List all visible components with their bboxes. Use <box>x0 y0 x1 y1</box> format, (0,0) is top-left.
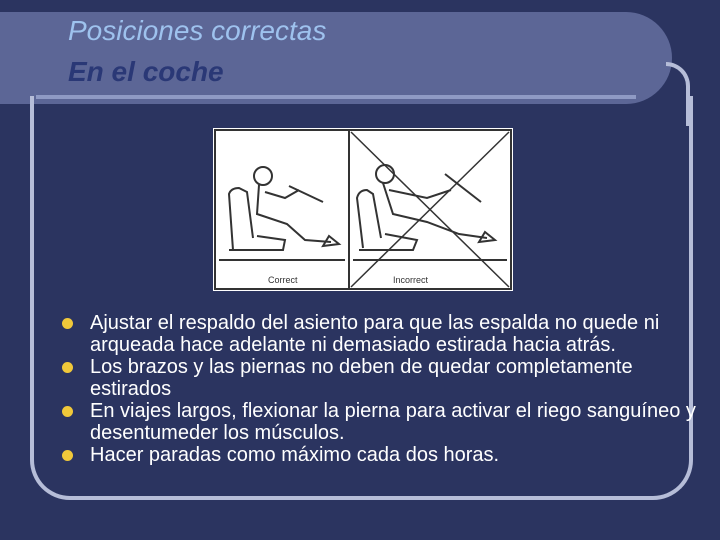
bullet-dot-icon <box>62 318 73 329</box>
correct-driver-illustration <box>219 167 345 260</box>
posture-drawing <box>213 128 513 291</box>
driving-posture-figure <box>213 128 513 291</box>
slide-title: Posiciones correctas <box>68 15 327 46</box>
list-item <box>60 356 700 400</box>
list-item <box>60 400 700 444</box>
list-item <box>60 444 700 466</box>
list-item <box>60 312 700 356</box>
bullet-dot-icon <box>62 406 73 417</box>
label-incorrect: Incorrect <box>393 275 429 285</box>
bullet-dot-icon <box>62 450 73 461</box>
bullet-text: Los brazos y las piernas no deben de quedar completamente estirados <box>90 356 633 400</box>
incorrect-driver-illustration <box>353 165 507 260</box>
bullet-list <box>60 312 700 466</box>
bullet-text: Ajustar el respaldo del asiento para que las espalda no quede ni arqueada hace adelante ni demasiado estirada hacia atrás. <box>90 312 660 356</box>
bullet-dot-icon <box>62 362 73 373</box>
slide-subtitle: En el coche <box>68 56 224 87</box>
bullet-text: Hacer paradas como máximo cada dos horas. <box>90 444 500 466</box>
label-correct: Correct <box>268 275 298 285</box>
bullet-text: En viajes largos, flexionar la pierna para activar el riego sanguíneo y desentumeder los músculos. <box>90 400 696 444</box>
